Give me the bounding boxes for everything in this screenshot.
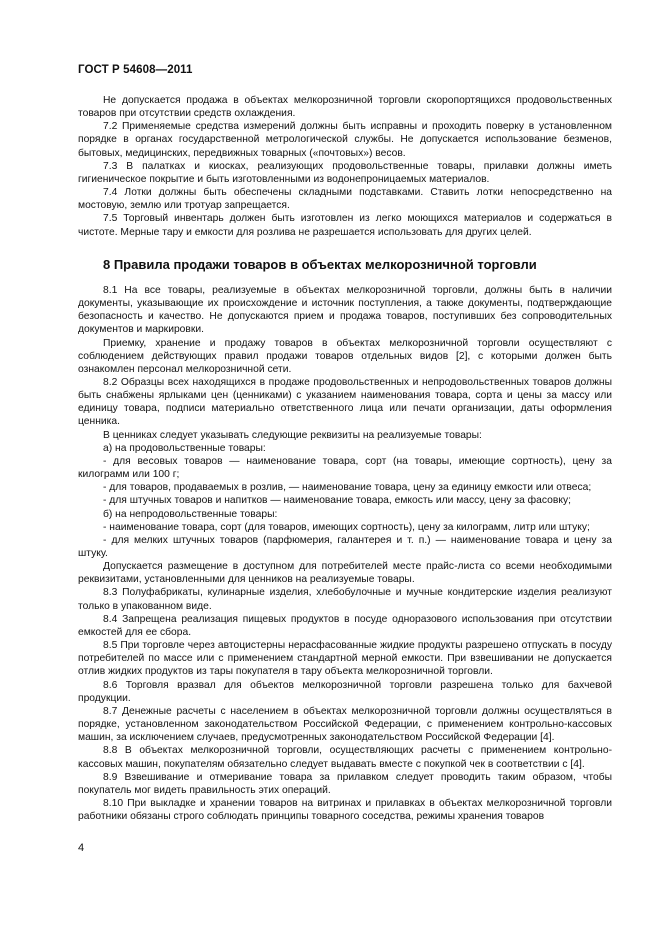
paragraph-7-5: 7.5 Торговый инвентарь должен быть изготовлен из легко моющихся материалов и содержаться в чистоте. Мерные тару и емкости для розлива не разрешается использовать для других целей. — [78, 213, 612, 238]
paragraph-8-9: 8.9 Взвешивание и отмеривание товара за прилавком следует проводить таким образом, чтобы покупатель мог видеть правильность этих операций. — [78, 771, 612, 796]
paragraph-7-4: 7.4 Лотки должны быть обеспечены складными подставками. Ставить лотки непосредственно на мостовую, землю или тротуар запрещается. — [78, 187, 612, 212]
paragraph-8-8: 8.8 В объектах мелкорозничной торговли, осуществляющих расчеты с применением контрольно-кассовых машин, покупателям обязательно следует выдавать вместе с покупкой чек в соответствии с [4]. — [78, 745, 612, 770]
paragraph-7-2: 7.2 Применяемые средства измерений должны быть исправны и проходить поверку в установленном порядке в органах государственной метрологической службы. Не допускается использование безменов, бытовых, медицинских, передвижных товарных («почтовых») весов. — [78, 121, 612, 159]
paragraph-8-2: 8.2 Образцы всех находящихся в продаже продовольственных и непродовольственных товаров должны быть снабжены ярлыками цен (ценниками) с указанием наименования товара, сорта и цены за массу или единицу товара, подписи материально ответственного лица или печати организации, даты оформления ценника. — [78, 376, 612, 428]
list-item: б) на непродовольственные товары: — [103, 508, 278, 520]
list-item: - для весовых товаров — наименование товара, сорт (на товары, имеющие сортность), цену за килограмм или 100 г; — [78, 455, 612, 481]
paragraph-8-1: 8.1 На все товары, реализуемые в объектах мелкорозничной торговли, должны быть в наличии документы, указывающие их происхождение и источник поступления, а также документы, подтверждающие безопасность и качество. Не допускаются прием и продажа товаров, поступивших без сопроводительных документов и маркировки. — [78, 284, 612, 336]
list-item: а) на продовольственные товары: — [103, 442, 266, 454]
page-number: 4 — [78, 842, 85, 854]
paragraph-8-3: 8.3 Полуфабрикаты, кулинарные изделия, хлебобулочные и мучные кондитерские изделия реализуют только в упакованном виде. — [78, 587, 612, 612]
paragraph: В ценниках следует указывать следующие реквизиты на реализуемые товары: — [103, 429, 482, 441]
list-item: - наименование товара, сорт (для товаров, имеющих сортность), цену за килограмм, литр или штуку; — [103, 521, 590, 533]
paragraph-7-3: 7.3 В палатках и киосках, реализующих продовольственные товары, прилавки должны иметь гигиеническое покрытие и быть изготовленными из водонепроницаемых материалов. — [78, 160, 612, 185]
list-item: - для штучных товаров и напитков — наименование товара, емкость или массу, цену за фасовку; — [103, 495, 571, 507]
paragraph: Не допускается продажа в объектах мелкорозничной торговли скоропортящихся продовольственных товаров при отсутствии средств охлаждения. — [78, 95, 612, 120]
paragraph-8-7: 8.7 Денежные расчеты с населением в объектах мелкорозничной торговли должны осуществляться в порядке, установленном законодательством Российской Федерации, с применением контрольно-кассовых машин, за исключением случаев, предусмотренных законодательством Российской Федерации [4]. — [78, 705, 612, 744]
body-text — [78, 94, 612, 823]
paragraph-8-6: 8.6 Торговля вразвал для объектов мелкорозничной торговли разрешена только для бахчевой продукции. — [78, 679, 612, 704]
paragraph-8-10: 8.10 При выкладке и хранении товаров на витринах и прилавках в объектах мелкорозничной торговли работники обязаны строго соблюдать принципы товарного соседства, режимы хранения товаров — [78, 797, 612, 823]
list-item: - для товаров, продаваемых в розлив, — наименование товара, цену за единицу емкости или отвеса; — [103, 482, 592, 494]
standard-designation: ГОСТ Р 54608—2011 — [78, 64, 193, 76]
paragraph: Допускается размещение в доступном для потребителей месте прайс-листа со всеми необходимыми реквизитами, установленными для ценников на реализуемые товары. — [78, 561, 612, 586]
section-heading: 8 Правила продажи товаров в объектах мелкорозничной торговли — [103, 256, 537, 272]
paragraph: Приемку, хранение и продажу товаров в объектах мелкорозничной торговли осуществляют с соблюдением действующих правил продажи товаров отдельных видов [2], с которыми должен быть ознакомлен персонал мелкорозничной сети. — [78, 337, 612, 375]
list-item: - для мелких штучных товаров (парфюмерия, галантерея и т. п.) — наименование товара и цену за штуку. — [78, 534, 612, 559]
paragraph-8-4: 8.4 Запрещена реализация пищевых продуктов в посуде одноразового использования при отсутствии емкостей для ее сбора. — [78, 613, 612, 638]
paragraph-8-5: 8.5 При торговле через автоцистерны нерасфасованные жидкие продукты разрешено отпускать в посуду потребителей по массе или с применением стандартной мерной емкости. При взвешивании не допускается отлив жидких продуктов из тары покупателя в тару объекта мелкорозничной торговли. — [78, 640, 612, 678]
